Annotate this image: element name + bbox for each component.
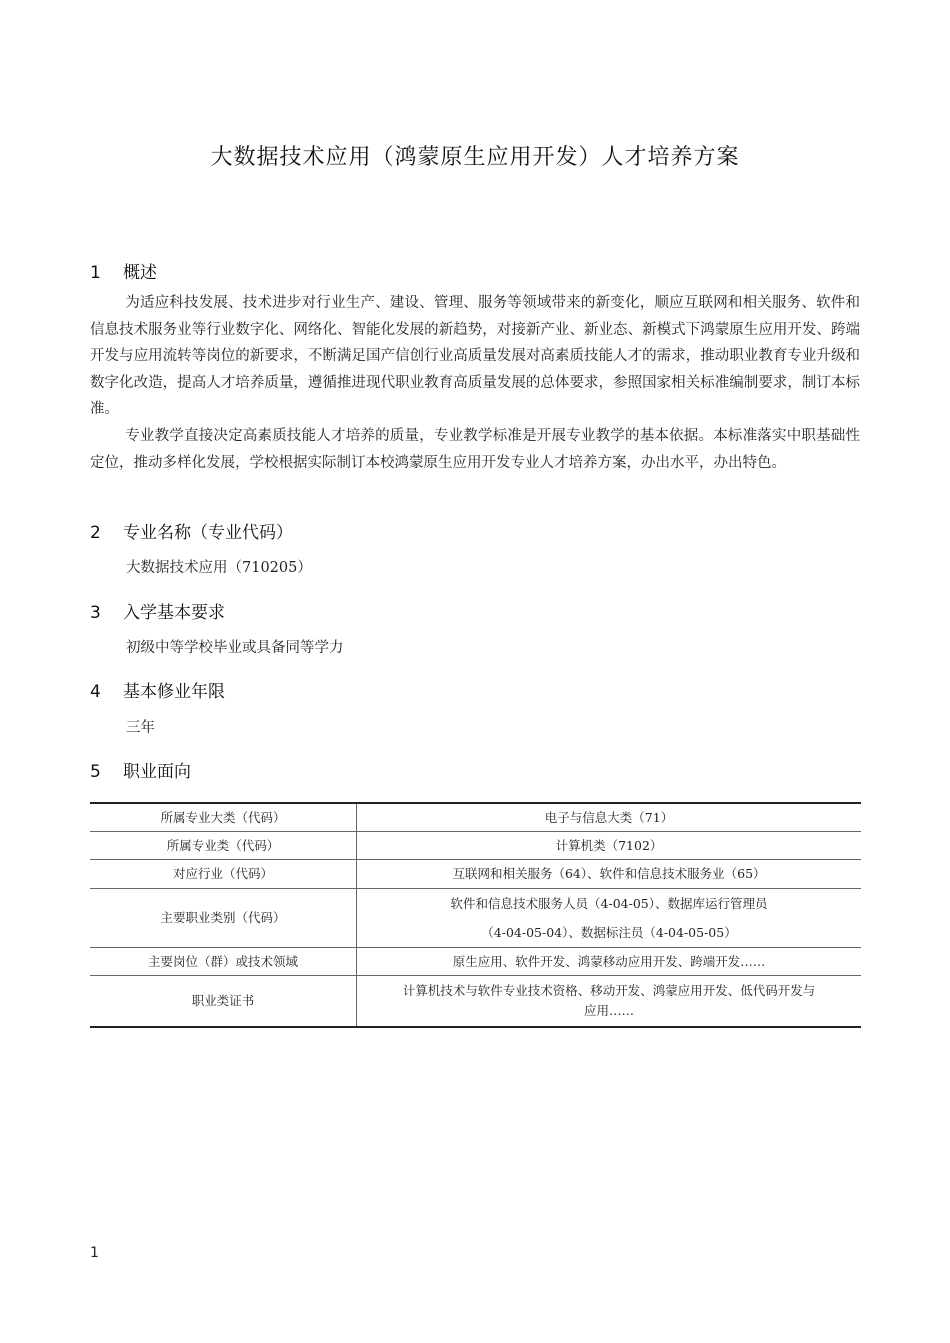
section-title: 概述 (123, 263, 157, 283)
row-label: 所属专业大类（代码） (90, 803, 357, 832)
paragraph-text: 专业教学直接决定高素质技能人才培养的质量，专业教学标准是开展专业教学的基本依据。本标准落实中职基础性定位，推动多样化发展，学校根据实际制订本校鸿蒙原生应用开发专业人才培养方案，办出水平，办出特色。 (90, 428, 860, 471)
row-label: 主要职业类别（代码） (90, 889, 357, 948)
table-row (90, 889, 861, 948)
section-number: 1 (90, 263, 101, 283)
row-value (357, 860, 862, 889)
paragraph-text: 为适应科技发展、技术进步对行业生产、建设、管理、服务等领域带来的新变化，顺应互联网和相关服务、软件和信息技术服务业等行业数字化、网络化、智能化发展的新趋势，对接新产业、新业态、新模式下鸿蒙原生应用开发、跨端开发与应用流转等岗位的新要求，不断满足国产信创行业高质量发展对高素质技能人才的需求，推动职业教育专业升级和数字化改造，提高人才培养质量，遵循推进现代职业教育高质量发展的总体要求，参照国家相关标准编制要求，制订本标准。 (90, 295, 860, 417)
section-heading-2 (90, 518, 293, 543)
row-value (357, 889, 862, 948)
section-heading-5 (90, 757, 191, 782)
section-title: 专业名称（专业代码） (123, 523, 293, 543)
row-value (357, 832, 862, 860)
row-value-line: 计算机技术与软件专业技术资格、移动开发、鸿蒙应用开发、低代码开发与 (402, 983, 816, 998)
section-heading-1 (90, 258, 157, 283)
row-label: 对应行业（代码） (90, 860, 357, 889)
row-value-line: 电子与信息大类（71） (544, 809, 674, 825)
row-label: 主要岗位（群）或技术领域 (90, 948, 357, 976)
section-heading-4 (90, 677, 225, 702)
section-number: 3 (90, 603, 101, 623)
table-row (90, 976, 861, 1028)
section-value-2: 大数据技术应用（710205） (126, 560, 312, 576)
section-value-3: 初级中等学校毕业或具备同等学力 (126, 640, 344, 656)
table-row (90, 948, 861, 976)
row-value-line: 应用…… (583, 1003, 634, 1018)
section-title: 入学基本要求 (123, 603, 225, 623)
row-value-line: 计算机类（7102） (555, 837, 663, 853)
row-value-line: （4-04-05-04）、数据标注员（4-04-05-05） (481, 925, 737, 940)
section-heading-3 (90, 598, 225, 623)
overview-paragraph-1 (90, 290, 860, 423)
section-number: 2 (90, 523, 101, 543)
page-number: 1 (90, 1245, 99, 1261)
section-number: 4 (90, 682, 101, 702)
row-label: 职业类证书 (90, 976, 357, 1028)
row-value-line: 原生应用、软件开发、鸿蒙移动应用开发、跨端开发…… (452, 953, 766, 969)
row-value (357, 803, 862, 832)
table-row (90, 860, 861, 889)
row-label: 所属专业类（代码） (90, 832, 357, 860)
table-row (90, 832, 861, 860)
row-value-line: 互联网和相关服务（64）、软件和信息技术服务业（65） (452, 866, 766, 881)
section-value-4: 三年 (126, 720, 155, 736)
section-title: 基本修业年限 (123, 682, 225, 702)
page-title: 大数据技术应用（鸿蒙原生应用开发）人才培养方案 (210, 145, 740, 170)
row-value-line: 软件和信息技术服务人员（4-04-05）、数据库运行管理员 (450, 896, 768, 911)
table-row (90, 803, 861, 832)
section-number: 5 (90, 762, 101, 782)
overview-paragraph-2 (90, 423, 860, 476)
row-value (357, 948, 862, 976)
occupation-table (90, 802, 861, 1028)
row-value (357, 976, 862, 1028)
section-title: 职业面向 (123, 762, 191, 782)
